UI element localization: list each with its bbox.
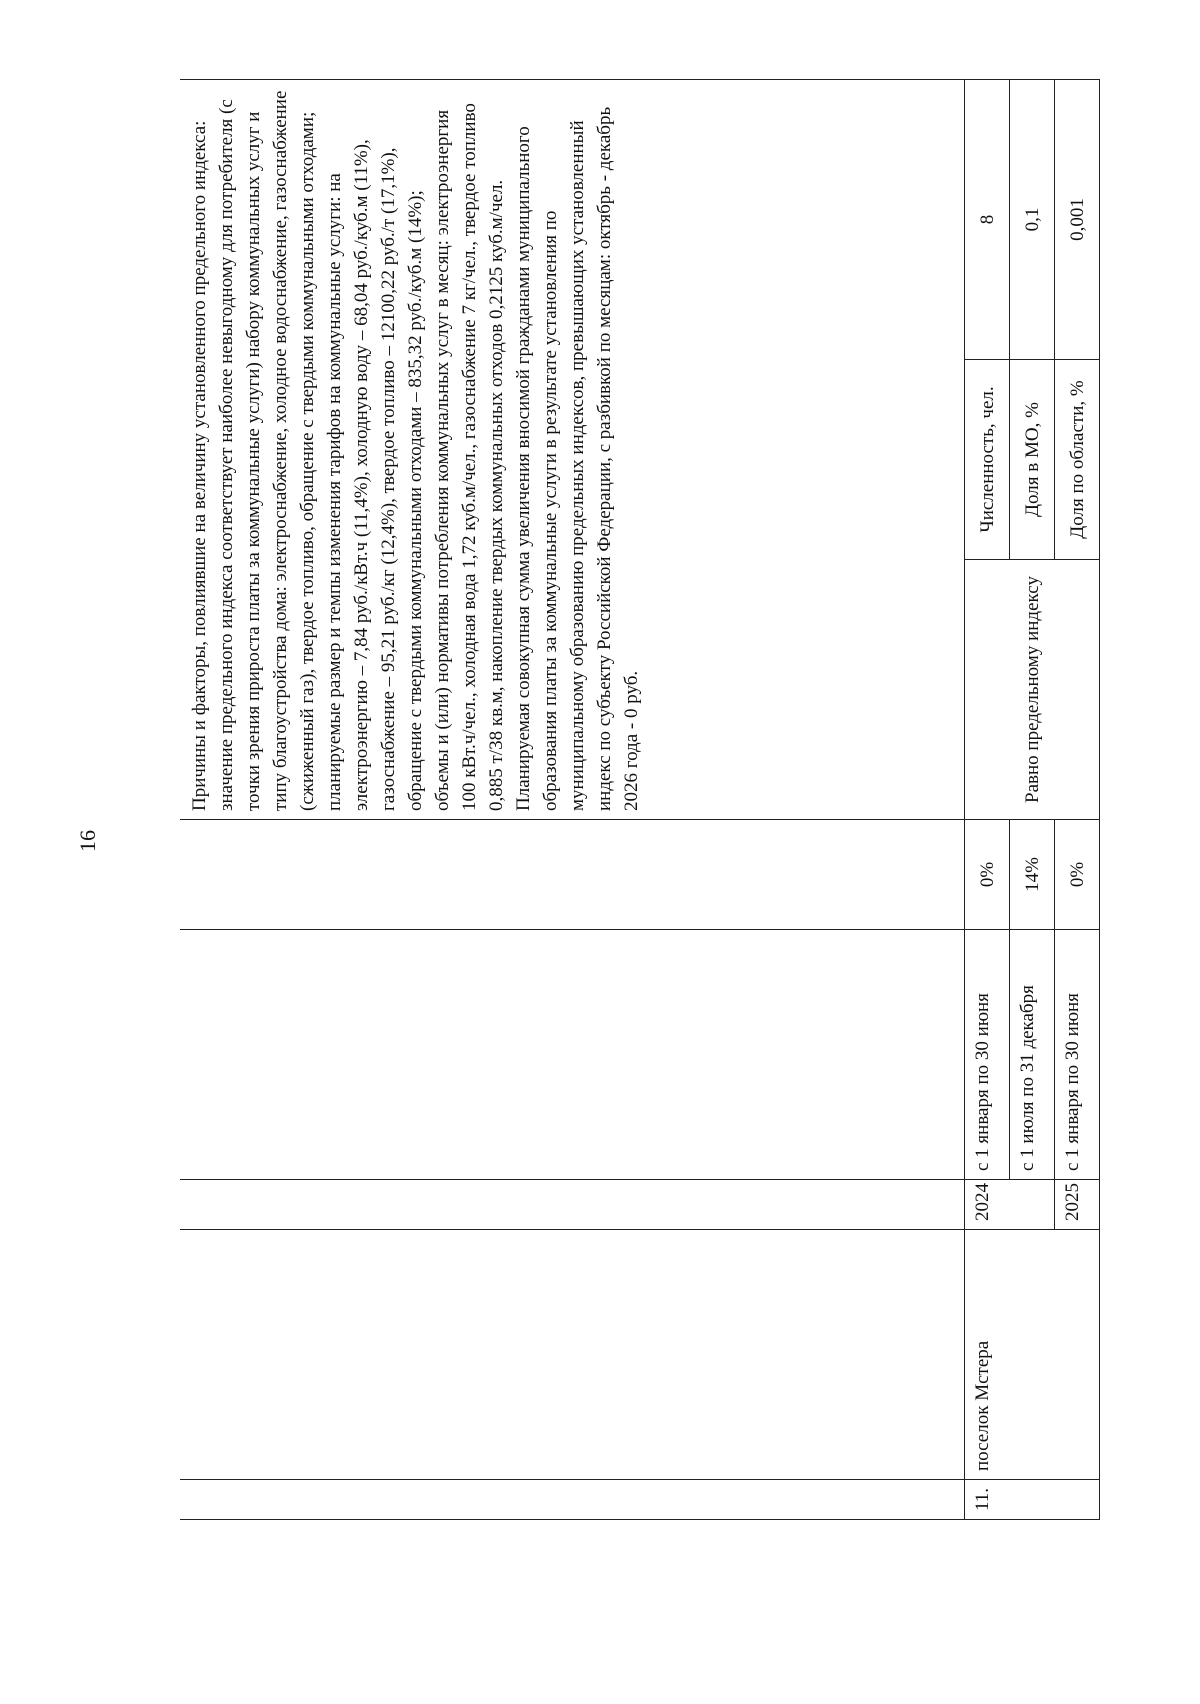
period-cell: с 1 января по 30 июня — [965, 930, 1010, 1180]
stat-label: Доля в МО, % — [1010, 360, 1055, 560]
row-number: 11. — [965, 1480, 1100, 1520]
cell-empty — [180, 1180, 965, 1230]
settlement-name: поселок Мстера — [965, 1230, 1100, 1480]
period-cell: с 1 июля по 31 декабря — [1010, 930, 1055, 1180]
stat-label: Доля по области, % — [1055, 360, 1100, 560]
page-number: 16 — [75, 830, 100, 852]
cell-empty — [180, 1230, 965, 1480]
stat-label: Численность, чел. — [965, 360, 1010, 560]
period-cell: с 1 января по 30 июня — [1055, 930, 1100, 1180]
stat-value: 0,001 — [1055, 80, 1100, 360]
cell-empty — [180, 1480, 965, 1520]
index-cell: 0% — [1055, 820, 1100, 930]
reasons-paragraph: Планируемая совокупная сумма увеличения вносимой гражданами муниципального образования платы за коммунальные услуги в результате установления по муниципальному образованию предельных индексов, превышающих установленный индекс по субъекту Российской Федерации, с разбивкой по месяцам: октябрь - декабрь 2026 года - 0 руб. — [513, 106, 642, 811]
tariff-index-table — [180, 79, 1100, 1520]
index-cell: 14% — [1010, 820, 1055, 930]
year-cell: 2024 — [965, 1180, 1055, 1230]
stat-value: 8 — [965, 80, 1010, 360]
equal-label: Равно предельному индексу — [965, 560, 1100, 820]
table-row-period-1 — [965, 80, 1010, 1520]
cell-empty — [180, 820, 965, 930]
reasons-paragraph: Причины и факторы, повлиявшие на величину установленного предельного индекса: — [189, 120, 210, 811]
rotated-table-container — [180, 80, 1100, 1520]
reasons-paragraph: объемы и (или) нормативы потребления коммунальных услуг в месяц: электроэнергия 100 кВт.ч/чел., холодная вода 1,72 куб.м/чел., газоснабжение 7 кг/чел., твердое топливо 0,885 т/38 кв.м, накопление твердых коммунальных отходов 0,2125 куб.м/чел. — [432, 103, 507, 811]
reasons-paragraph: значение предельного индекса соответствует наиболее невыгодному для потребителя (с точки зрения прироста платы за коммунальные услуги) набору коммунальных услуг и типу благоустройства дома: электроснабжение, холодное водоснабжение, газоснабжение (сжиженный газ), твердое топливо, обращение с твердыми коммунальными отходами; — [216, 90, 318, 811]
cell-empty — [180, 930, 965, 1180]
index-cell: 0% — [965, 820, 1010, 930]
reasons-cell — [180, 80, 965, 820]
table-row-reasons — [180, 80, 965, 1520]
reasons-paragraph: планируемые размер и темпы изменения тарифов на коммунальные услуги: на электроэнергию – 7,84 руб./кВт.ч (11,4%), холодную воду – 68,04 руб./куб.м (11%), газоснабжение – 95,21 руб./кг (12,4%), твердое топливо – 12100,22 руб./т (17,1%), обращение с твердыми коммунальными отходами – 835,32 руб./куб.м (14%); — [324, 139, 426, 811]
year-cell: 2025 — [1055, 1180, 1100, 1230]
stat-value: 0,1 — [1010, 80, 1055, 360]
